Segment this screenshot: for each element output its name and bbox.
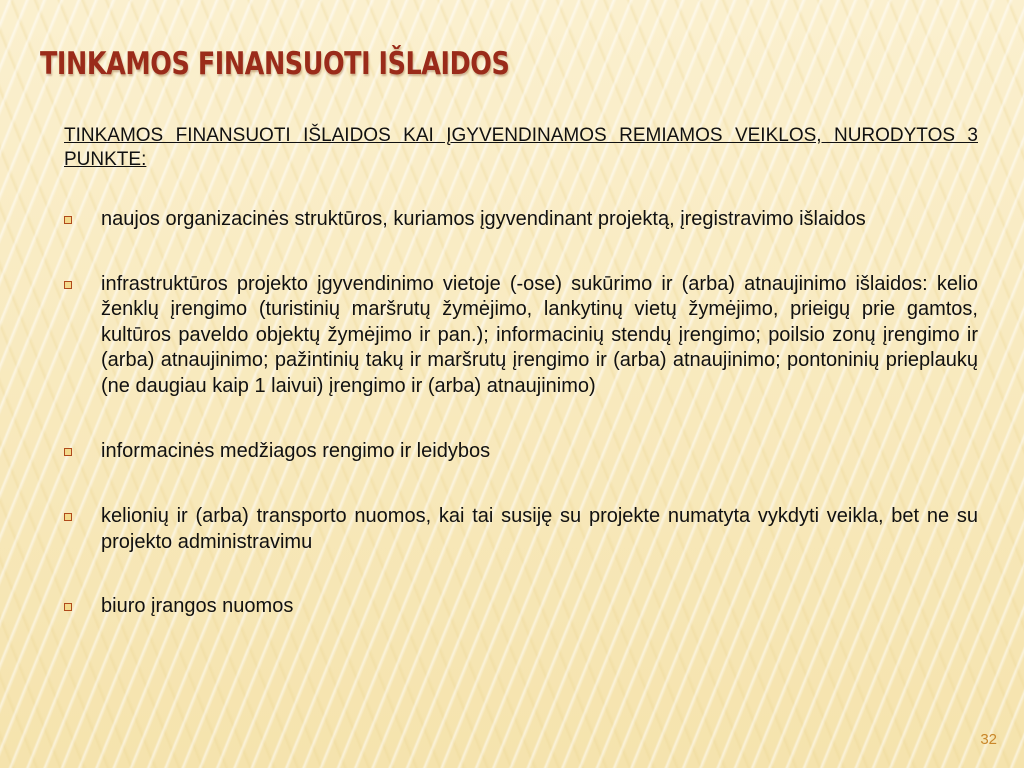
bullet-item — [64, 272, 978, 400]
bullet-text: biuro įrangos nuomos — [101, 595, 294, 618]
bullet-item — [64, 594, 978, 620]
slide-subheading: TINKAMOS FINANSUOTI IŠLAIDOS KAI ĮGYVENDINAMOS REMIAMOS VEIKLOS, NURODYTOS 3 PUNKTE: — [64, 125, 978, 170]
bullet-item — [64, 207, 978, 233]
bullet-text: naujos organizacinės struktūros, kuriamos įgyvendinant projektą, įregistravimo išlaidos — [101, 208, 866, 230]
bullet-item — [64, 439, 978, 465]
bullet-text: infrastruktūros projekto įgyvendinimo vietoje (-ose) sukūrimo ir (arba) atnaujinimo išlaidos: kelio ženklų įrengimo (turistinių maršrutų žymėjimo, lankytinų vietų žymėjimo, prieigų prie gamtos, kultūros paveldo objektų žymėjimo ir pan.); informacinių stendų įrengimo; poilsio zonų įrengimo ir (arba) atnaujinimo; pažintinių takų ir maršrutų įrengimo ir (arba) atnaujinimo; pontoninių prieplaukų (ne daugiau kaip 1 laivui) įrengimo ir (arba) atnaujinimo) — [101, 272, 978, 397]
bullet-item — [64, 504, 978, 555]
bullet-text: kelionių ir (arba) transporto nuomos, kai tai susiję su projekte numatyta vykdyti veikla, bet ne su projekto administravimu — [101, 505, 978, 553]
square-bullet-icon — [64, 216, 72, 224]
square-bullet-icon — [64, 603, 72, 611]
bullet-list — [64, 207, 978, 620]
square-bullet-icon — [64, 448, 72, 456]
slide-title: TINKAMOS FINANSUOTI IŠLAIDOS — [40, 46, 510, 82]
bullet-text: informacinės medžiagos rengimo ir leidybos — [101, 439, 491, 462]
square-bullet-icon — [64, 281, 72, 289]
page-number: 32 — [980, 731, 997, 748]
square-bullet-icon — [64, 513, 72, 521]
